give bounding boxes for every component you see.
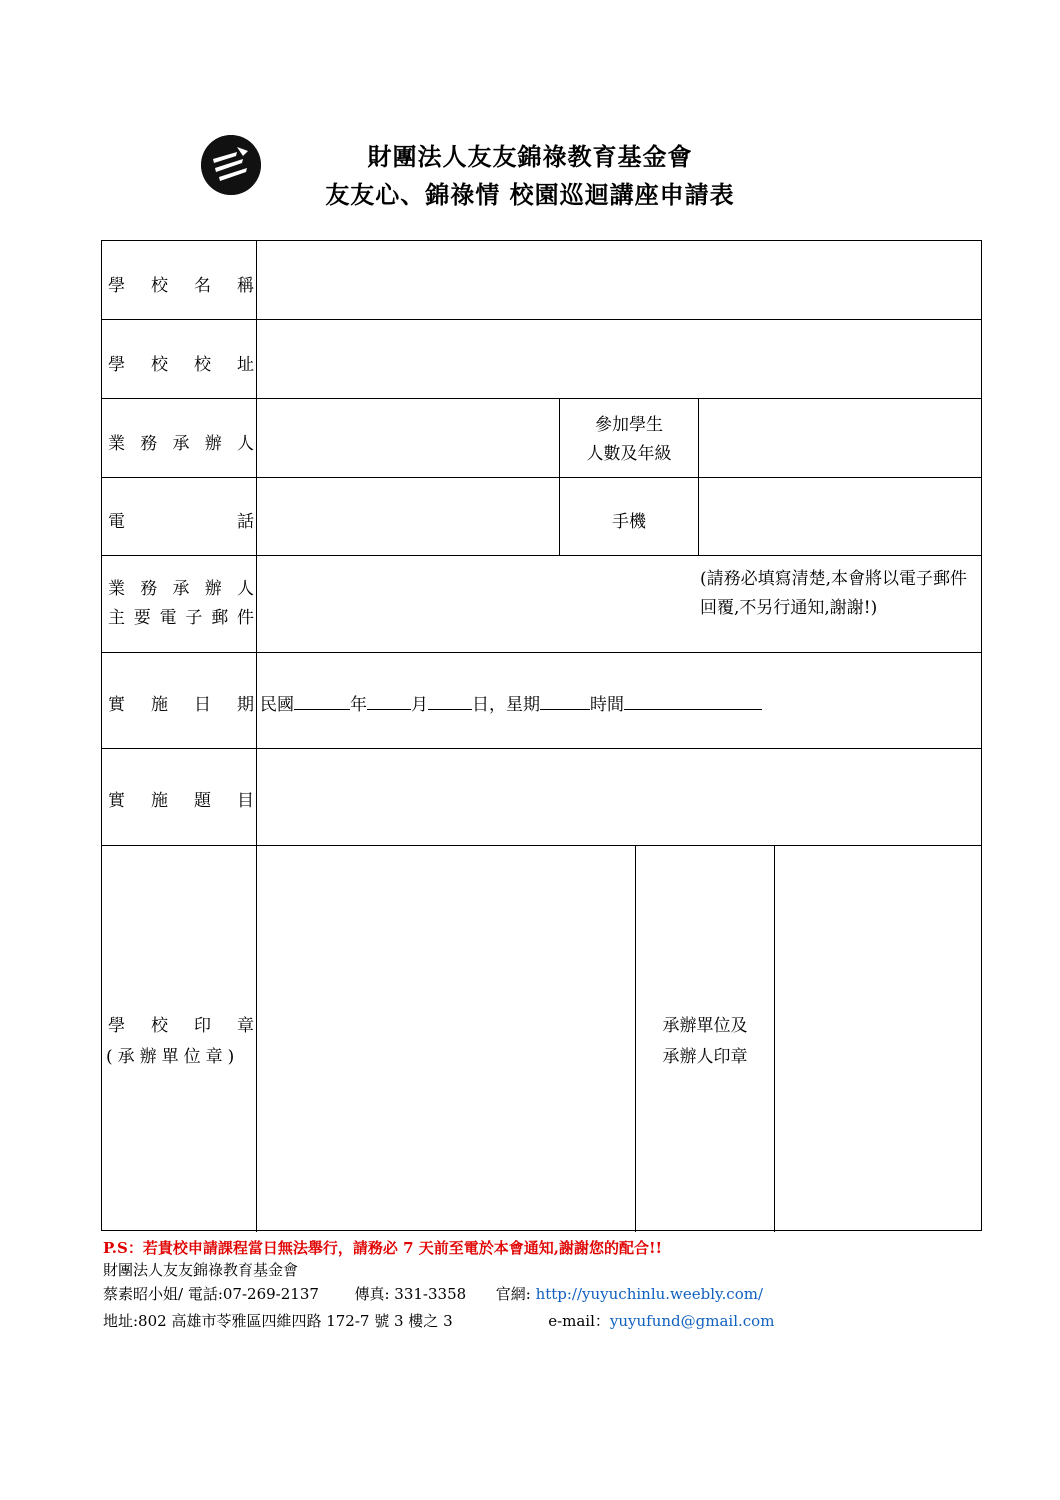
- foundation-logo-icon: [201, 135, 261, 195]
- footer-contact-line: [103, 1283, 763, 1304]
- day-input[interactable]: [428, 691, 472, 710]
- contact-person-field[interactable]: [258, 400, 558, 476]
- contact-person-label: 業 務 承 辦 人: [108, 434, 254, 454]
- time-input[interactable]: [624, 691, 762, 710]
- fax: 傳真: 331-3358: [354, 1285, 467, 1303]
- students-label: 參加學生 人數及年級: [586, 415, 672, 464]
- phone-label: 電 話: [108, 512, 254, 532]
- contact-person: 蔡素昭小姐/ 電話:07-269-2137: [103, 1285, 319, 1303]
- ps-note: P.S：若貴校申請課程當日無法舉行，請務必 7 天前至電於本會通知,謝謝您的配合!!: [103, 1239, 663, 1257]
- email-link[interactable]: yuyufund@gmail.com: [609, 1312, 775, 1330]
- date-label: 實 施 日 期: [108, 695, 254, 715]
- school-address-field[interactable]: [258, 321, 981, 397]
- website-label: 官網:: [495, 1285, 536, 1303]
- email-label: 業 務 承 辦 人 主 要 電 子 郵 件: [108, 579, 254, 628]
- application-form: [101, 240, 982, 1231]
- mobile-field[interactable]: [700, 479, 981, 554]
- website-link[interactable]: http://yuyuchinlu.weebly.com/: [535, 1285, 764, 1303]
- students-field[interactable]: [700, 400, 981, 476]
- form-title: 友友心、錦祿情 校園巡迴講座申請表: [325, 180, 735, 209]
- school-seal-label: 學 校 印 章 (承辦單位章): [106, 1016, 254, 1067]
- school-name-field[interactable]: [258, 242, 981, 318]
- school-seal-area[interactable]: [258, 847, 634, 1230]
- month-input[interactable]: [367, 691, 411, 710]
- footer-address-line: [103, 1310, 774, 1331]
- email-note: (請務必填寫清楚,本會將以電子郵件回覆,不另行通知,謝謝!): [700, 569, 968, 618]
- email-field[interactable]: [258, 557, 688, 651]
- topic-field[interactable]: [258, 750, 981, 844]
- email-label-footer: e-mail：: [548, 1312, 610, 1330]
- unit-seal-area[interactable]: [776, 847, 981, 1230]
- mobile-label: 手機: [612, 512, 646, 532]
- date-fields: 民國 年 月 日，星期 時間: [260, 690, 762, 715]
- weekday-input[interactable]: [540, 691, 590, 710]
- org-title: 財團法人友友錦祿教育基金會: [367, 142, 693, 171]
- school-name-label: 學 校 名 稱: [108, 276, 254, 296]
- phone-field[interactable]: [258, 479, 558, 554]
- school-address-label: 學 校 校 址: [108, 355, 254, 375]
- address: 地址:802 高雄市苓雅區四維四路 172-7 號 3 樓之 3: [103, 1312, 453, 1330]
- year-input[interactable]: [294, 691, 350, 710]
- unit-seal-label: 承辦單位及 承辦人印章: [662, 1016, 748, 1067]
- topic-label: 實 施 題 目: [108, 791, 254, 811]
- footer-org: 財團法人友友錦祿教育基金會: [103, 1261, 299, 1279]
